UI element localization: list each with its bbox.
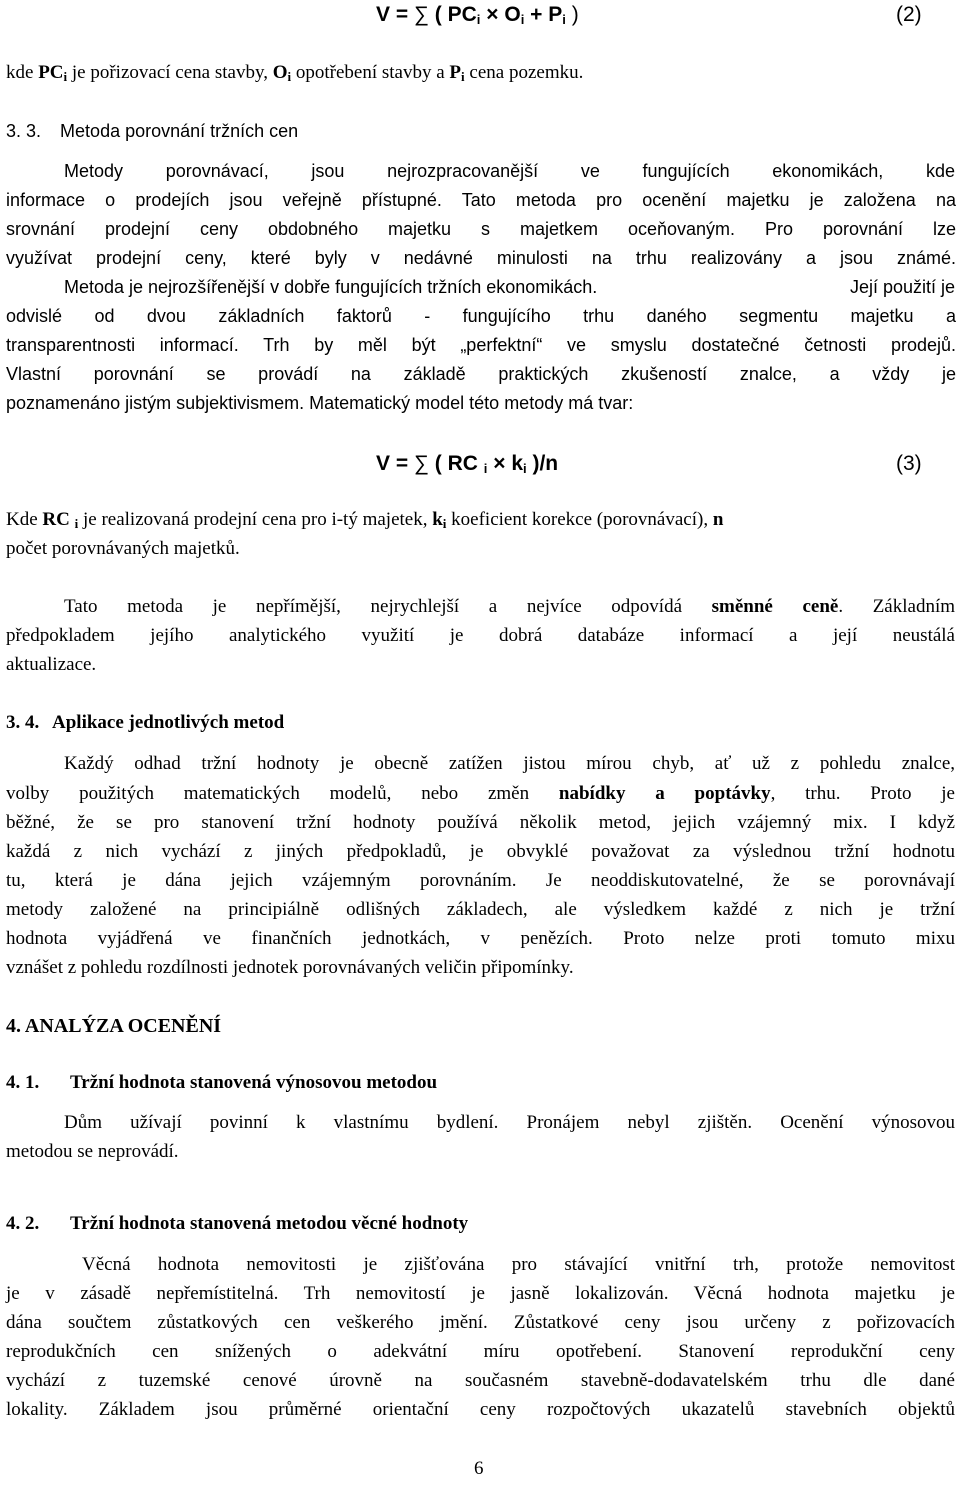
subscript: i bbox=[523, 461, 527, 476]
symbol-o: O bbox=[272, 62, 288, 83]
text: Tato metoda je nepřímější, nejrychlejší a nejvíce odpovídá bbox=[64, 596, 712, 617]
times-symbol: × bbox=[480, 3, 505, 26]
symbol-rc: RC bbox=[42, 509, 75, 530]
emphasis: nabídky a poptávky bbox=[558, 783, 771, 804]
s33-line: Metoda je nejrozšířenější v dobře fungujících tržních ekonomikách. bbox=[64, 277, 598, 297]
equation-2-number: (2) bbox=[896, 3, 922, 26]
heading-number: 4. 2. bbox=[6, 1213, 40, 1234]
heading-4-1 bbox=[6, 1073, 437, 1092]
equation-3-number: (3) bbox=[896, 452, 922, 475]
s33-line: poznamenáno jistým subjektivismem. Matematický model této metody má tvar: bbox=[6, 393, 634, 413]
paragraph-line: předpokladem jejího analytického využití je dobrá databáze informací a její neustálá bbox=[6, 625, 955, 646]
heading-title: Aplikace jednotlivých metod bbox=[52, 712, 285, 733]
text: je pořizovací cena stavby, bbox=[67, 62, 273, 83]
text: Kde bbox=[6, 509, 43, 530]
symbol-k: k bbox=[432, 509, 443, 530]
eq-text: + P bbox=[524, 3, 563, 26]
text: kde bbox=[6, 62, 39, 83]
paragraph-kde-rc bbox=[6, 510, 723, 530]
subscript: i bbox=[461, 69, 465, 84]
times-symbol: × bbox=[487, 452, 512, 475]
s34-line: Každý odhad tržní hodnoty je obecně zatížen jistou mírou chyb, ať už z pohledu znalce, bbox=[64, 753, 955, 774]
text: je realizovaná prodejní cena pro i-tý majetek, bbox=[78, 509, 433, 530]
text: cena pozemku. bbox=[464, 62, 584, 83]
s33-line-end: Její použití je bbox=[849, 277, 955, 297]
eq-text: )/n bbox=[526, 452, 559, 475]
s42-line: je v zásadě nepřemístitelná. Trh nemovitostí je jasně lokalizován. Věcná hodnota majetku je bbox=[6, 1283, 955, 1304]
eq-text: V = bbox=[376, 452, 414, 475]
s34-line bbox=[6, 784, 955, 803]
s42-line: lokality. Základem jsou průměrné orientační ceny rozpočtových ukazatelů stavebních objektů bbox=[6, 1399, 955, 1420]
eq-text: ( PC bbox=[428, 3, 477, 26]
subscript: i bbox=[483, 461, 488, 476]
s34-line: vznášet z pohledu rozdílnosti jednotek porovnávaných veličin připomínky. bbox=[6, 957, 574, 978]
eq-text: ( RC bbox=[428, 452, 484, 475]
subscript: i bbox=[74, 516, 79, 531]
subscript: i bbox=[442, 516, 447, 531]
heading-3-4 bbox=[6, 713, 284, 732]
symbol-n: n bbox=[712, 509, 724, 530]
text: opotřebení stavby a bbox=[291, 62, 450, 83]
heading-title: Tržní hodnota stanovená výnosovou metodou bbox=[70, 1072, 438, 1093]
s34-line: metody založené na principiálně odlišných základech, ale výsledkem každé z nich je tržní bbox=[6, 899, 955, 920]
paragraph-tato bbox=[64, 597, 955, 616]
s34-line: každá z nich vychází z jiných předpokladů, je obvyklé považovat za výslednou tržní hodnotu bbox=[6, 841, 955, 862]
subscript: i bbox=[520, 12, 525, 27]
equation-3 bbox=[376, 453, 558, 475]
s42-line: Věcná hodnota nemovitosti je zjišťována pro stávající vnitřní trh, protože nemovitost bbox=[82, 1254, 955, 1275]
page-number: 6 bbox=[474, 1458, 484, 1479]
subscript: i bbox=[562, 12, 566, 27]
s34-line: běžné, že se pro stanovení tržní hodnoty používá několik metod, jejich vzájemný mix. I když bbox=[6, 812, 955, 833]
s33-line: srovnání prodejní ceny obdobného majetku s majetkem oceňovaným. Pro porovnání lze bbox=[6, 219, 956, 239]
heading-3-3 bbox=[6, 122, 298, 140]
symbol-pc: PC bbox=[38, 62, 64, 83]
heading-title: Metoda porovnání tržních cen bbox=[60, 121, 299, 141]
s33-line: transparentnosti informací. Trh by měl být „perfektní“ ve smyslu dostatečné četnosti prodejů. bbox=[6, 335, 956, 355]
heading-number: 4. 1. bbox=[6, 1072, 40, 1093]
paragraph-line: počet porovnávaných majetků. bbox=[6, 538, 240, 559]
sum-symbol: ∑ bbox=[413, 452, 429, 475]
heading-number: 3. 4. bbox=[6, 712, 40, 733]
text: koeficient korekce (porovnávací), bbox=[446, 509, 713, 530]
symbol-p: P bbox=[449, 62, 462, 83]
s42-line: vychází z tuzemské cenové úrovně na současném stavebně-dodavatelském trhu dle dané bbox=[6, 1370, 955, 1391]
heading-number: 3. 3. bbox=[6, 121, 42, 141]
s42-line: dána součtem zůstatkových cen veškerého jmění. Zůstatkové ceny jsou určeny z pořizovacích bbox=[6, 1312, 955, 1333]
eq-text: ) bbox=[565, 3, 579, 26]
text: . Základním bbox=[838, 596, 955, 617]
sum-symbol: ∑ bbox=[413, 3, 429, 26]
paragraph-kde bbox=[6, 63, 583, 83]
text: , trhu. Proto je bbox=[770, 783, 955, 804]
text: volby použitých matematických modelů, nebo změn bbox=[6, 783, 559, 804]
s34-line: tu, která je dána jejich vzájemným porovnáním. Je neoddiskutovatelné, že se porovnávají bbox=[6, 870, 955, 891]
heading-title: Tržní hodnota stanovená metodou věcné hodnoty bbox=[70, 1213, 469, 1234]
subscript: i bbox=[287, 69, 292, 84]
equation-2 bbox=[376, 4, 579, 26]
paragraph-line: aktualizace. bbox=[6, 654, 97, 675]
eq-text: k bbox=[511, 452, 524, 475]
s41-line: metodou se neprovádí. bbox=[6, 1141, 179, 1162]
emphasis: směnné ceně bbox=[711, 596, 839, 617]
s33-line: odvislé od dvou základních faktorů - fungujícího trhu daného segmentu majetku a bbox=[6, 306, 956, 326]
s41-line: Dům užívají povinní k vlastnímu bydlení. Pronájem nebyl zjištěn. Ocenění výnosovou bbox=[64, 1112, 955, 1133]
heading-4: 4. ANALÝZA OCENĚNÍ bbox=[6, 1015, 222, 1037]
eq-text: O bbox=[504, 3, 521, 26]
subscript: i bbox=[63, 69, 68, 84]
s33-line: informace o prodejích jsou veřejně přístupné. Tato metoda pro ocenění majetku je založena na bbox=[6, 190, 956, 210]
heading-4-2 bbox=[6, 1214, 468, 1233]
s34-line: hodnota vyjádřená ve finančních jednotkách, v penězích. Proto nelze proti tomuto mixu bbox=[6, 928, 955, 949]
s42-line: reprodukčních cen snížených o adekvátní míru opotřebení. Stanovení reprodukční ceny bbox=[6, 1341, 955, 1362]
s33-line: Metody porovnávací, jsou nejrozpracovanější ve fungujících ekonomikách, kde bbox=[64, 161, 955, 181]
s33-line: využívat prodejní ceny, které byly v nedávné minulosti na trhu realizovány a jsou známé. bbox=[6, 248, 956, 268]
eq-text: V = bbox=[376, 3, 414, 26]
s33-line: Vlastní porovnání se provádí na základě praktických zkušeností znalce, a vždy je bbox=[6, 364, 956, 384]
subscript: i bbox=[476, 12, 481, 27]
